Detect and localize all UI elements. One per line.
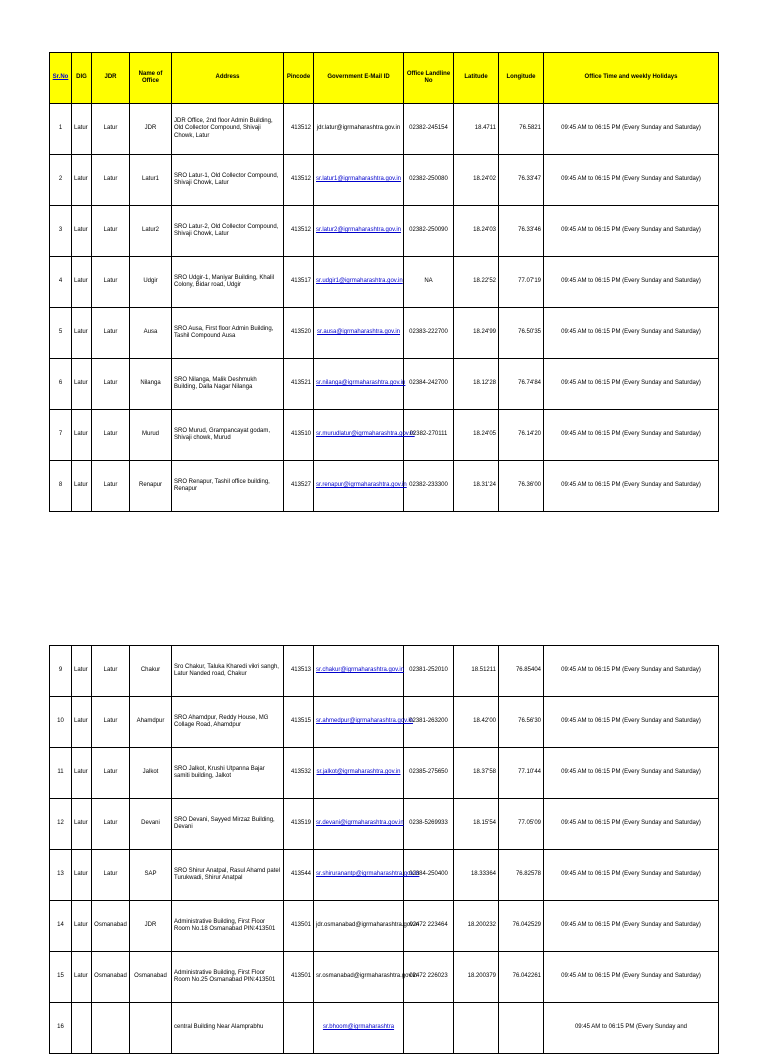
pincode-cell: 413515 bbox=[284, 697, 314, 748]
address-cell: SRO Ahamdpur, Reddy House, MG Collage Road, Ahamdpur bbox=[172, 697, 284, 748]
jdr-cell: Latur bbox=[92, 799, 130, 850]
latitude-cell: 18.37'58 bbox=[454, 748, 499, 799]
email-link[interactable]: sr.bhoom@igrmaharashtra bbox=[314, 1003, 404, 1054]
latitude-cell: 18.24'05 bbox=[454, 410, 499, 461]
header-email: Government E-Mail ID bbox=[314, 53, 404, 104]
email-link[interactable]: sr.chakur@igrmaharashtra.gov.in bbox=[314, 646, 404, 697]
landline-cell: 02381-252010 bbox=[404, 646, 454, 697]
jdr-cell: Latur bbox=[92, 155, 130, 206]
timing-cell: 09:45 AM to 06:15 PM (Every Sunday and Saturday) bbox=[544, 850, 719, 901]
address-cell: SRO Renapur, Tashil office building, Renapur bbox=[172, 461, 284, 512]
sr-no-cell: 15 bbox=[50, 952, 72, 1003]
landline-cell: 02382-270111 bbox=[404, 410, 454, 461]
longitude-cell: 76.50'35 bbox=[499, 308, 544, 359]
pincode-cell: 413512 bbox=[284, 155, 314, 206]
email-link[interactable]: sr.nilanga@igrmaharashtra.gov.in bbox=[314, 359, 404, 410]
latitude-cell: 18.200379 bbox=[454, 952, 499, 1003]
latitude-cell: 18.15'54 bbox=[454, 799, 499, 850]
office-name-cell bbox=[130, 1003, 172, 1054]
address-cell: Sro Chakur, Taluka Kharedi vikri sangh, Latur Nanded road, Chakur bbox=[172, 646, 284, 697]
timing-cell: 09:45 AM to 06:15 PM (Every Sunday and Saturday) bbox=[544, 697, 719, 748]
office-name-cell: Latur2 bbox=[130, 206, 172, 257]
longitude-cell: 76.82578 bbox=[499, 850, 544, 901]
timing-cell: 09:45 AM to 06:15 PM (Every Sunday and Saturday) bbox=[544, 461, 719, 512]
dig-cell: Latur bbox=[72, 359, 92, 410]
office-name-cell: Devani bbox=[130, 799, 172, 850]
email-link[interactable]: sr.jalkot@igrmaharashtra.gov.in bbox=[314, 748, 404, 799]
landline-cell: 02384-242700 bbox=[404, 359, 454, 410]
dig-cell: Latur bbox=[72, 901, 92, 952]
latitude-cell: 18.12'28 bbox=[454, 359, 499, 410]
email-link[interactable]: sr.renapur@igrmaharashtra.gov.in bbox=[314, 461, 404, 512]
dig-cell: Latur bbox=[72, 646, 92, 697]
sr-no-cell: 16 bbox=[50, 1003, 72, 1054]
office-name-cell: SAP bbox=[130, 850, 172, 901]
timing-cell: 09:45 AM to 06:15 PM (Every Sunday and Saturday) bbox=[544, 104, 719, 155]
timing-cell: 09:45 AM to 06:15 PM (Every Sunday and Saturday) bbox=[544, 257, 719, 308]
dig-cell: Latur bbox=[72, 257, 92, 308]
timing-cell: 09:45 AM to 06:15 PM (Every Sunday and Saturday) bbox=[544, 952, 719, 1003]
latitude-cell: 18.42'00 bbox=[454, 697, 499, 748]
table-row bbox=[50, 359, 719, 410]
email-link: sr.osmanabad@igrmaharashtra.gov.in bbox=[314, 952, 404, 1003]
office-name-cell: Ausa bbox=[130, 308, 172, 359]
address-cell: SRO Latur-2, Old Collector Compound, Shivaji Chowk, Latur bbox=[172, 206, 284, 257]
landline-cell: 02472 223464 bbox=[404, 901, 454, 952]
office-name-cell: Ahamdpur bbox=[130, 697, 172, 748]
pincode-cell: 413517 bbox=[284, 257, 314, 308]
landline-cell: 02381-263200 bbox=[404, 697, 454, 748]
timing-cell: 09:45 AM to 06:15 PM (Every Sunday and Saturday) bbox=[544, 308, 719, 359]
latitude-cell: 18.22'52 bbox=[454, 257, 499, 308]
header-timing: Office Time and weekly Holidays bbox=[544, 53, 719, 104]
longitude-cell: 76.36'00 bbox=[499, 461, 544, 512]
pincode-cell: 413527 bbox=[284, 461, 314, 512]
landline-cell bbox=[404, 1003, 454, 1054]
email-link[interactable]: sr.devani@igrmaharashtra.gov.in bbox=[314, 799, 404, 850]
table-row bbox=[50, 1003, 719, 1054]
office-name-cell: Jalkot bbox=[130, 748, 172, 799]
longitude-cell: 77.07'19 bbox=[499, 257, 544, 308]
sr-no-cell: 11 bbox=[50, 748, 72, 799]
office-name-cell: Latur1 bbox=[130, 155, 172, 206]
address-cell: JDR Office, 2nd floor Admin Building, Old Collector Compound, Shivaji Chowk, Latur bbox=[172, 104, 284, 155]
office-name-cell: JDR bbox=[130, 104, 172, 155]
pincode-cell: 413519 bbox=[284, 799, 314, 850]
offices-table-part1 bbox=[49, 52, 719, 512]
timing-cell: 09:45 AM to 06:15 PM (Every Sunday and Saturday) bbox=[544, 748, 719, 799]
longitude-cell: 77.05'09 bbox=[499, 799, 544, 850]
office-name-cell: Renapur bbox=[130, 461, 172, 512]
address-cell: SRO Ausa, First floor Admin Building, Tashil Compound Ausa bbox=[172, 308, 284, 359]
dig-cell: Latur bbox=[72, 308, 92, 359]
landline-cell: 02382-245154 bbox=[404, 104, 454, 155]
landline-cell: 02385-275650 bbox=[404, 748, 454, 799]
pincode-cell: 413521 bbox=[284, 359, 314, 410]
office-name-cell: Udgir bbox=[130, 257, 172, 308]
landline-cell: 02472 226023 bbox=[404, 952, 454, 1003]
dig-cell: Latur bbox=[72, 850, 92, 901]
sr-no-cell: 8 bbox=[50, 461, 72, 512]
table-row bbox=[50, 461, 719, 512]
timing-cell: 09:45 AM to 06:15 PM (Every Sunday and Saturday) bbox=[544, 206, 719, 257]
pincode-cell: 413532 bbox=[284, 748, 314, 799]
timing-cell: 09:45 AM to 06:15 PM (Every Sunday and Saturday) bbox=[544, 155, 719, 206]
address-cell: SRO Nilanga, Malik Deshmukh Building, Dalla Nagar Nilanga bbox=[172, 359, 284, 410]
pincode-cell: 413512 bbox=[284, 206, 314, 257]
sr-no-cell: 9 bbox=[50, 646, 72, 697]
longitude-cell: 76.042261 bbox=[499, 952, 544, 1003]
table-row bbox=[50, 850, 719, 901]
email-link[interactable]: sr.latur1@igrmaharashtra.gov.in bbox=[314, 155, 404, 206]
timing-cell: 09:45 AM to 06:15 PM (Every Sunday and Saturday) bbox=[544, 901, 719, 952]
address-cell: SRO Latur-1, Old Collector Compound, Shivaji Chowk, Latur bbox=[172, 155, 284, 206]
sr-no-cell: 10 bbox=[50, 697, 72, 748]
longitude-cell: 77.10'44 bbox=[499, 748, 544, 799]
dig-cell: Latur bbox=[72, 410, 92, 461]
landline-cell: 02382-250080 bbox=[404, 155, 454, 206]
dig-cell: Latur bbox=[72, 155, 92, 206]
address-cell: SRO Udgir-1, Maniyar Building, Khalil Colony, Bidar road, Udgir bbox=[172, 257, 284, 308]
pincode-cell: 413513 bbox=[284, 646, 314, 697]
latitude-cell: 18.200232 bbox=[454, 901, 499, 952]
jdr-cell: Latur bbox=[92, 257, 130, 308]
dig-cell: Latur bbox=[72, 697, 92, 748]
header-address: Address bbox=[172, 53, 284, 104]
header-landline: Office Landline No bbox=[404, 53, 454, 104]
timing-cell: 09:45 AM to 06:15 PM (Every Sunday and Saturday) bbox=[544, 410, 719, 461]
longitude-cell: 76.56'30 bbox=[499, 697, 544, 748]
dig-cell bbox=[72, 1003, 92, 1054]
office-name-cell: Chakur bbox=[130, 646, 172, 697]
sr-no-cell: 6 bbox=[50, 359, 72, 410]
email-link: jdr.latur@igrmaharashtra.gov.in bbox=[314, 104, 404, 155]
table-row bbox=[50, 697, 719, 748]
landline-cell: 0238-5269933 bbox=[404, 799, 454, 850]
jdr-cell: Latur bbox=[92, 206, 130, 257]
longitude-cell: 76.5821 bbox=[499, 104, 544, 155]
jdr-cell: Latur bbox=[92, 697, 130, 748]
office-name-cell: Nilanga bbox=[130, 359, 172, 410]
timing-cell: 09:45 AM to 06:15 PM (Every Sunday and Saturday) bbox=[544, 359, 719, 410]
jdr-cell: Latur bbox=[92, 646, 130, 697]
longitude-cell: 76.14'20 bbox=[499, 410, 544, 461]
landline-cell: 02382-250090 bbox=[404, 206, 454, 257]
landline-cell: 02383-222700 bbox=[404, 308, 454, 359]
dig-cell: Latur bbox=[72, 461, 92, 512]
longitude-cell: 76.33'47 bbox=[499, 155, 544, 206]
header-jdr: JDR bbox=[92, 53, 130, 104]
jdr-cell bbox=[92, 1003, 130, 1054]
pincode-cell: 413512 bbox=[284, 104, 314, 155]
pincode-cell: 413520 bbox=[284, 308, 314, 359]
landline-cell: 02384-250400 bbox=[404, 850, 454, 901]
header-sr-no: Sr.No bbox=[50, 53, 72, 104]
pincode-cell: 413501 bbox=[284, 901, 314, 952]
table-row bbox=[50, 308, 719, 359]
longitude-cell: 76.042529 bbox=[499, 901, 544, 952]
table-row bbox=[50, 410, 719, 461]
pincode-cell bbox=[284, 1003, 314, 1054]
email-link[interactable]: sr.ahmedpur@igrmaharashtra.gov.in bbox=[314, 697, 404, 748]
dig-cell: Latur bbox=[72, 952, 92, 1003]
jdr-cell: Latur bbox=[92, 410, 130, 461]
timing-cell: 09:45 AM to 06:15 PM (Every Sunday and Saturday) bbox=[544, 646, 719, 697]
latitude-cell: 18.24'02 bbox=[454, 155, 499, 206]
table-row bbox=[50, 952, 719, 1003]
dig-cell: Latur bbox=[72, 206, 92, 257]
landline-cell: 02382-233300 bbox=[404, 461, 454, 512]
address-cell: central Building Near Alamprabhu bbox=[172, 1003, 284, 1054]
office-name-cell: JDR bbox=[130, 901, 172, 952]
email-link[interactable]: sr.shiruranantp@igrmaharashtra.gov.in bbox=[314, 850, 404, 901]
address-cell: Administrative Building, First Floor Room No.18 Osmanabad PIN:413501 bbox=[172, 901, 284, 952]
sr-no-cell: 14 bbox=[50, 901, 72, 952]
header-office-name: Name of Office bbox=[130, 53, 172, 104]
address-cell: SRO Shirur Anatpal, Rasul Ahamd patel Turukwadi, Shirur Anatpal bbox=[172, 850, 284, 901]
table-row bbox=[50, 748, 719, 799]
jdr-cell: Osmanabad bbox=[92, 901, 130, 952]
dig-cell: Latur bbox=[72, 748, 92, 799]
table-row bbox=[50, 901, 719, 952]
sr-no-cell: 3 bbox=[50, 206, 72, 257]
office-name-cell: Murud bbox=[130, 410, 172, 461]
pincode-cell: 413510 bbox=[284, 410, 314, 461]
table-row bbox=[50, 646, 719, 697]
latitude-cell bbox=[454, 1003, 499, 1054]
sr-no-cell: 1 bbox=[50, 104, 72, 155]
longitude-cell: 76.85404 bbox=[499, 646, 544, 697]
address-cell: Administrative Building, First Floor Room No.25 Osmanabad PIN:413501 bbox=[172, 952, 284, 1003]
table-row bbox=[50, 155, 719, 206]
sr-no-cell: 2 bbox=[50, 155, 72, 206]
address-cell: SRO Murud, Grampancayat godam, Shivaji chowk, Murud bbox=[172, 410, 284, 461]
dig-cell: Latur bbox=[72, 104, 92, 155]
jdr-cell: Latur bbox=[92, 359, 130, 410]
table-row bbox=[50, 104, 719, 155]
jdr-cell: Latur bbox=[92, 850, 130, 901]
latitude-cell: 18.24'03 bbox=[454, 206, 499, 257]
longitude-cell: 76.33'46 bbox=[499, 206, 544, 257]
pincode-cell: 413544 bbox=[284, 850, 314, 901]
email-link[interactable]: sr.murudlatur@igrmaharashtra.gov.in bbox=[314, 410, 404, 461]
timing-cell: 09:45 AM to 06:15 PM (Every Sunday and Saturday) bbox=[544, 799, 719, 850]
office-name-cell: Osmanabad bbox=[130, 952, 172, 1003]
dig-cell: Latur bbox=[72, 799, 92, 850]
sr-no-cell: 7 bbox=[50, 410, 72, 461]
table-row bbox=[50, 799, 719, 850]
latitude-cell: 18.51211 bbox=[454, 646, 499, 697]
jdr-cell: Latur bbox=[92, 461, 130, 512]
address-cell: SRO Jalkot, Krushi Utpanna Bajar samiti building, Jalkot bbox=[172, 748, 284, 799]
jdr-cell: Latur bbox=[92, 748, 130, 799]
latitude-cell: 18.33364 bbox=[454, 850, 499, 901]
jdr-cell: Latur bbox=[92, 104, 130, 155]
email-link: jdr.osmanabad@igrmaharashtra.gov.in bbox=[314, 901, 404, 952]
offices-table-part2 bbox=[49, 645, 719, 1054]
jdr-cell: Latur bbox=[92, 308, 130, 359]
longitude-cell: 76.74'84 bbox=[499, 359, 544, 410]
pincode-cell: 413501 bbox=[284, 952, 314, 1003]
longitude-cell bbox=[499, 1003, 544, 1054]
address-cell: SRO Devani, Sayyed Mirzaz Building, Devani bbox=[172, 799, 284, 850]
latitude-cell: 18.31'24 bbox=[454, 461, 499, 512]
header-longitude: Longitude bbox=[499, 53, 544, 104]
header-dig: DIG bbox=[72, 53, 92, 104]
sr-no-cell: 5 bbox=[50, 308, 72, 359]
email-link[interactable]: sr.latur2@igrmaharashtra.gov.in bbox=[314, 206, 404, 257]
table-row bbox=[50, 206, 719, 257]
latitude-cell: 18.4711 bbox=[454, 104, 499, 155]
sr-no-cell: 4 bbox=[50, 257, 72, 308]
landline-cell: NA bbox=[404, 257, 454, 308]
jdr-cell: Osmanabad bbox=[92, 952, 130, 1003]
timing-cell: 09:45 AM to 06:15 PM (Every Sunday and bbox=[544, 1003, 719, 1054]
header-row bbox=[50, 53, 719, 104]
email-link[interactable]: sr.ausa@igrmaharashtra.gov.in bbox=[314, 308, 404, 359]
table-row bbox=[50, 257, 719, 308]
header-latitude: Latitude bbox=[454, 53, 499, 104]
sr-no-cell: 12 bbox=[50, 799, 72, 850]
latitude-cell: 18.24'99 bbox=[454, 308, 499, 359]
email-link[interactable]: sr.udgir1@igrmaharashtra.gov.in bbox=[314, 257, 404, 308]
sr-no-cell: 13 bbox=[50, 850, 72, 901]
header-pincode: Pincode bbox=[284, 53, 314, 104]
